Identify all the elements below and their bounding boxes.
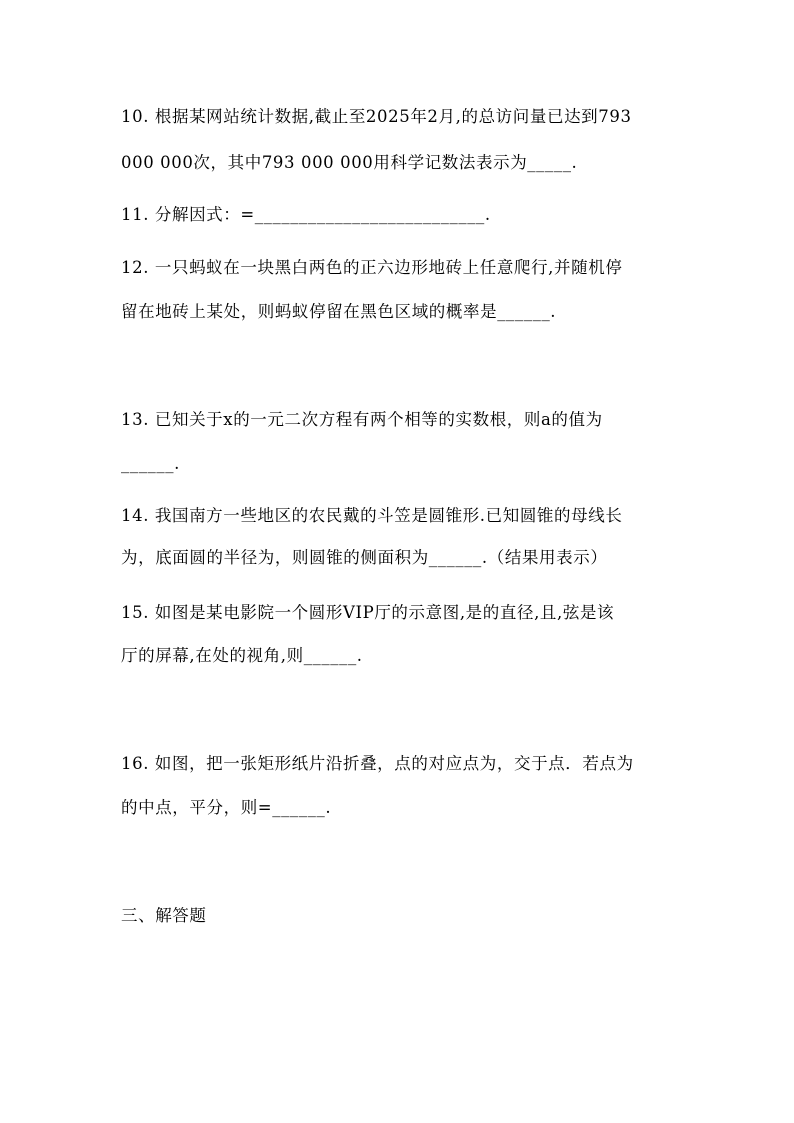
q14-line-2: 为，底面圆的半径为，则圆锥的侧面积为______.（结果用表示） bbox=[121, 548, 608, 567]
q16-line-1: 16. 如图，把一张矩形纸片沿折叠，点的对应点为，交于点．若点为 bbox=[121, 754, 634, 773]
q13-line-1: 13. 已知关于x的一元二次方程有两个相等的实数根，则a的值为 bbox=[121, 410, 603, 429]
section-heading: 三、解答题 bbox=[121, 906, 207, 925]
q15-line-2: 厅的屏幕,在处的视角,则______. bbox=[121, 646, 363, 665]
q15-line-1: 15. 如图是某电影院一个圆形VIP厅的示意图,是的直径,且,弦是该 bbox=[121, 603, 615, 622]
q11-line-1: 11. 分解因式：=__________________________. bbox=[121, 205, 491, 224]
q14-line-1: 14. 我国南方一些地区的农民戴的斗笠是圆锥形.已知圆锥的母线长 bbox=[121, 506, 623, 525]
q12-line-2: 留在地砖上某处，则蚂蚁停留在黑色区域的概率是______. bbox=[121, 302, 557, 321]
q10-line-2: 000 000次，其中793 000 000用科学记数法表示为_____. bbox=[121, 153, 578, 172]
q12-line-1: 12. 一只蚂蚁在一块黑白两色的正六边形地砖上任意爬行,并随机停 bbox=[121, 258, 623, 277]
q16-line-2: 的中点，平分，则=______. bbox=[121, 798, 332, 817]
q10-line-1: 10. 根据某网站统计数据,截止至2025年2月,的总访问量已达到793 bbox=[121, 107, 632, 126]
q13-line-2: ______. bbox=[121, 454, 180, 473]
